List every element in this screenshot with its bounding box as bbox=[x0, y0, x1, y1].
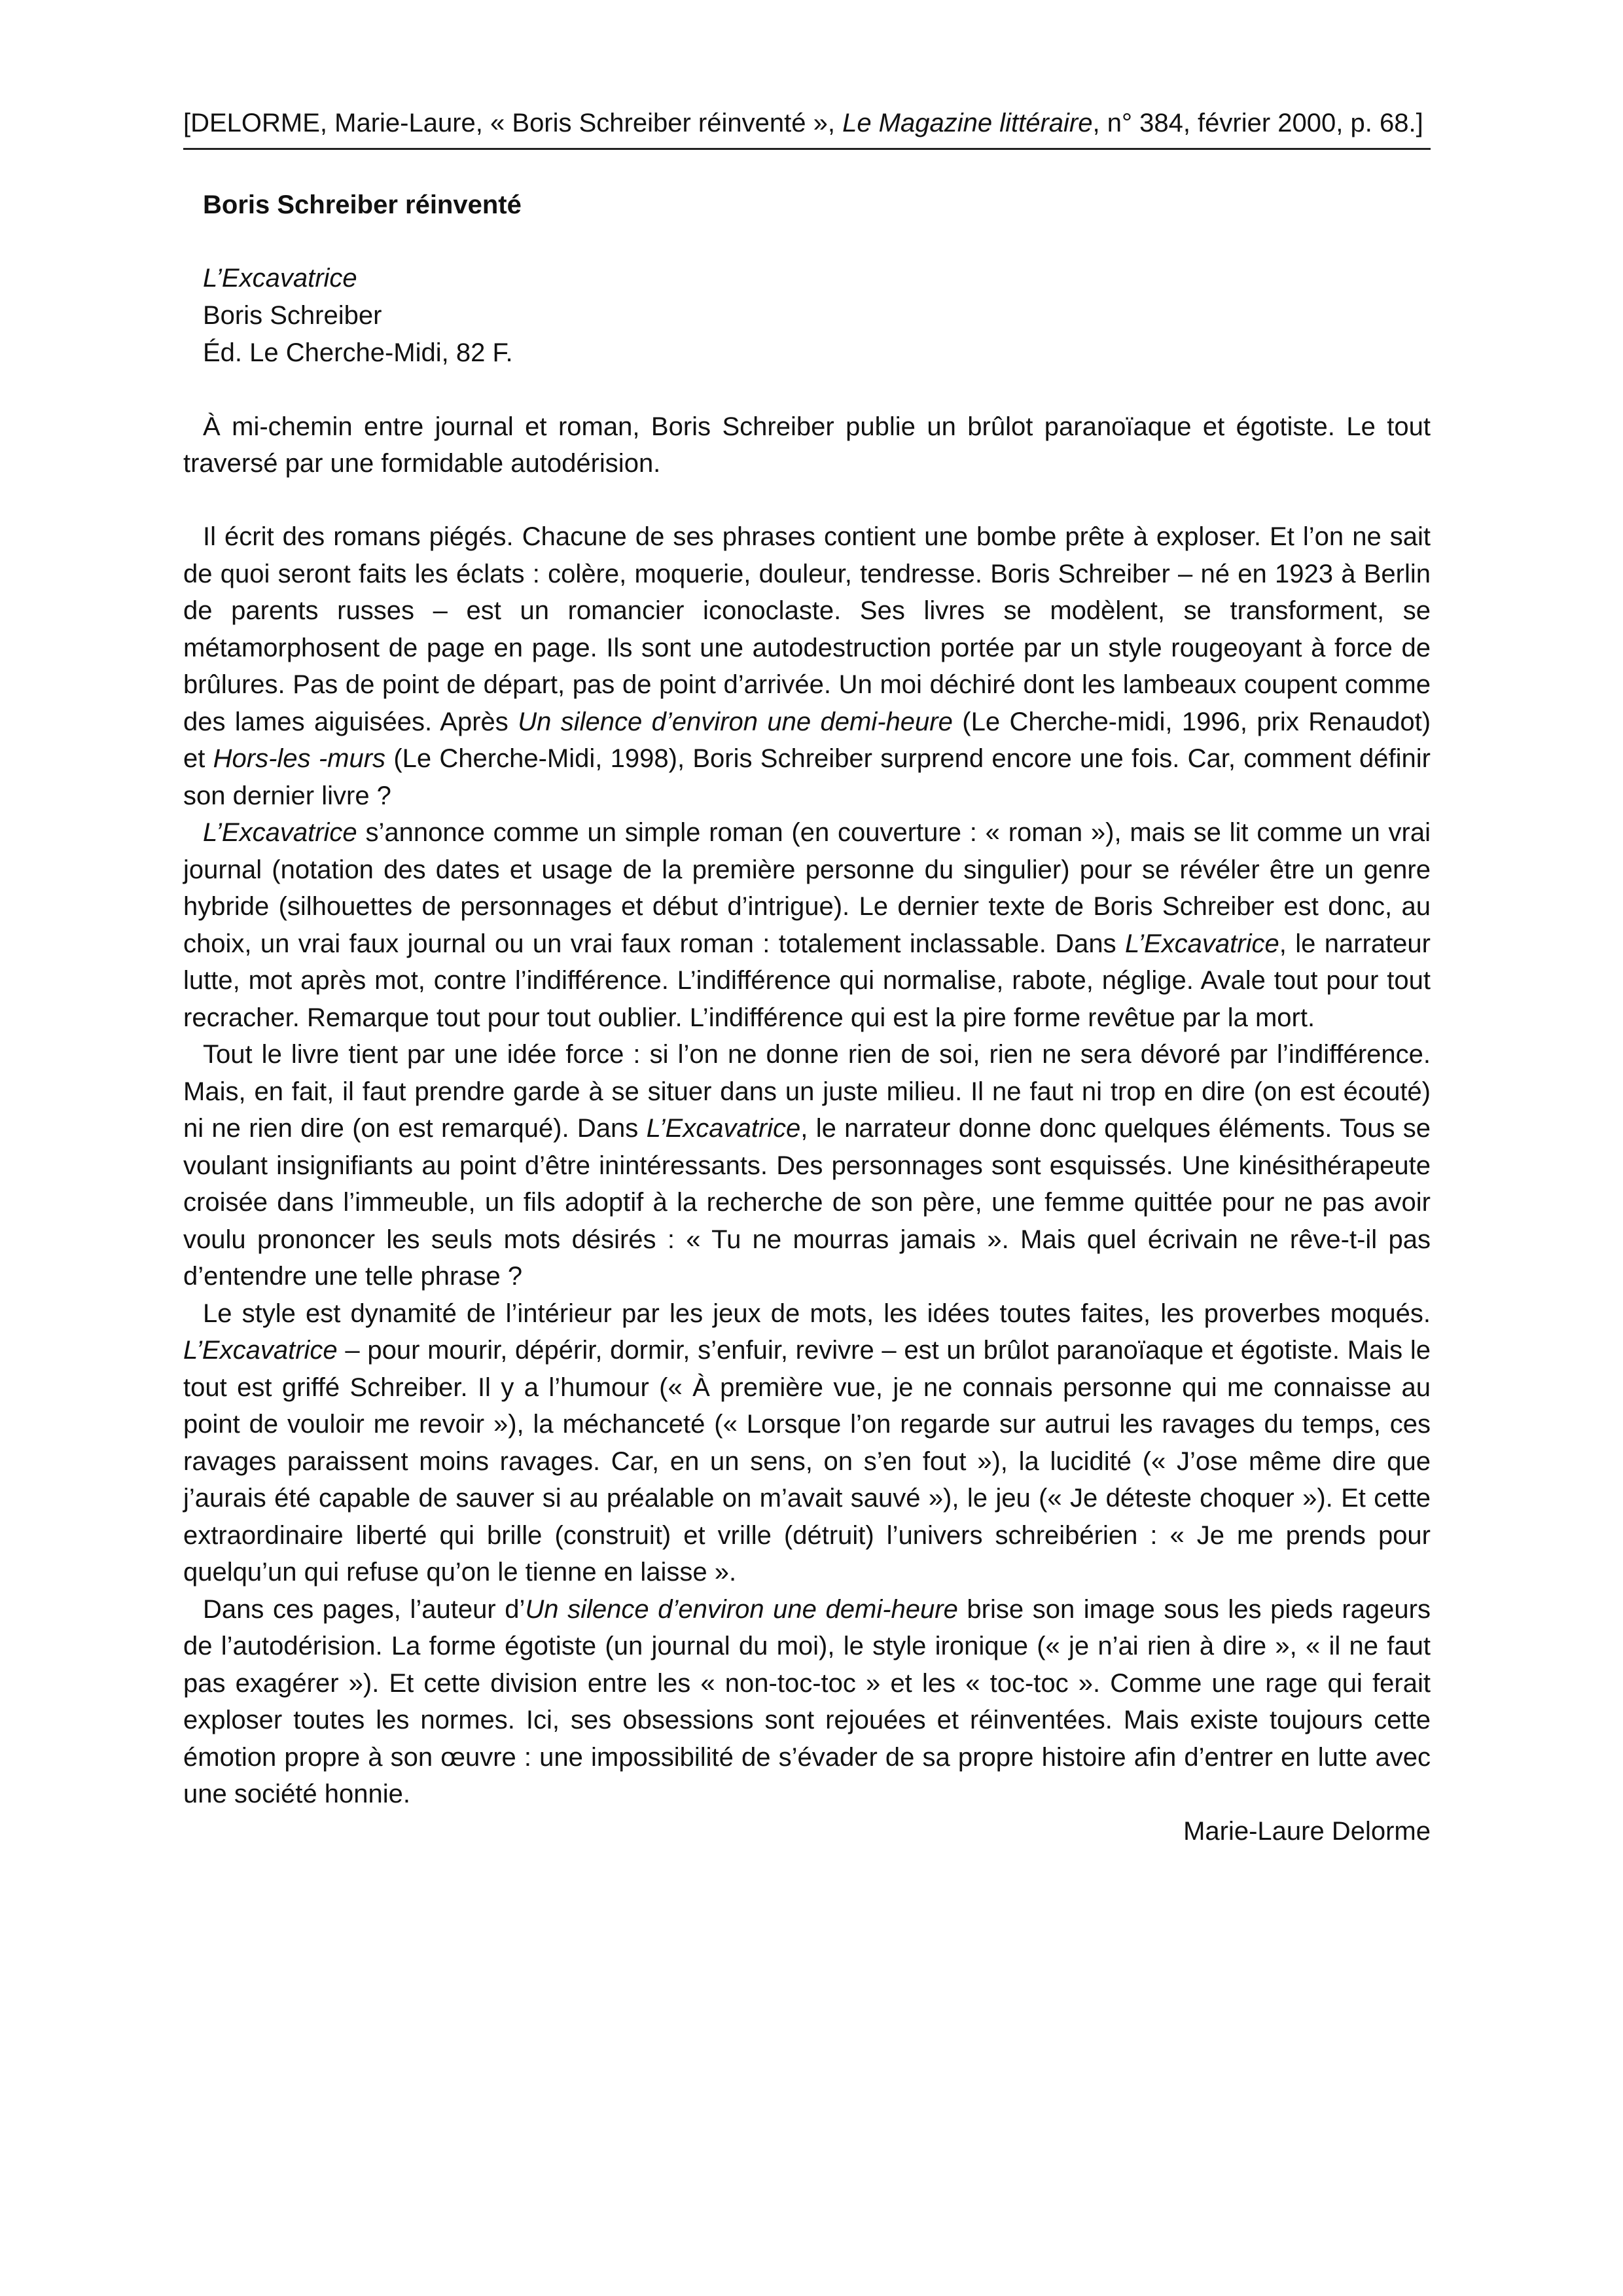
paragraph-4-book-title: L’Excavatrice bbox=[183, 1336, 338, 1365]
paragraph-3 bbox=[183, 1036, 1431, 1295]
book-publisher: Éd. Le Cherche-Midi, 82 F. bbox=[203, 338, 513, 367]
article bbox=[183, 187, 1431, 1850]
citation-issue-details: , n° 384, février 2000, p. 68.] bbox=[1092, 109, 1423, 137]
paragraph-1-text-a: Il écrit des romans piégés. Chacune de ses phrases contient une bombe prête à exploser. Et l’on ne sait de quoi seront faits les éclats : colère, moquerie, douleur, tendresse. Boris Schreiber – né en 1923 à Berlin de parents russes – est un romancier iconoclaste. Ses livres se modèlent, se transforment, se métamorphosent de page en page. Ils sont une autodestruction portée par un style rougeoyant à force de brûlures. Pas de point de départ, pas de point d’arrivée. Un moi déchiré dont les lambeaux coupent comme des lames aiguisées. Après bbox=[183, 522, 1431, 736]
paragraph-4-text-c: – pour mourir, dépérir, dormir, s’enfuir, revivre – est un brûlot paranoïaque et égotiste. Mais le tout est griffé Schreiber. Il y a l’humour (« À première vue, je ne connais personne qui me connaisse au point de vouloir me revoir »), la méchanceté (« Lorsque l’on regarde sur autrui les ravages du temps, ces ravages paraissent moins ravages. Car, en un sens, on s’en fout »), la lucidité (« J’ose même dire que j’aurais été capable de sauver si au préalable on m’avait sauvé »), le jeu (« Je déteste choquer »). Et cette extraordinaire liberté qui brille (construit) et vrille (détruit) l’univers schreibérien : « Je me prends pour quelqu’un qui refuse qu’on le tienne en laisse ». bbox=[183, 1336, 1431, 1587]
paragraph-3-text-a: Tout le livre tient par une idée force : si l’on ne donne rien de soi, rien ne sera dévoré par l’indifférence. Mais, en fait, il faut prendre garde à se situer dans un juste milieu. Il ne faut ni trop en dire (on est écouté) ni ne rien dire (on est remarqué). Dans bbox=[183, 1040, 1431, 1143]
paragraph-2-book-title-b: L’Excavatrice bbox=[1125, 929, 1279, 958]
paragraph-5-text-c: brise son image sous les pieds rageurs de l’autodérision. La forme égotiste (un journal du moi), le style ironique (« je n’ai rien à dire », « il ne faut pas exagérer »). Et cette division entre les « non-toc-toc » et les « toc-toc ». Comme une rage qui ferait exploser toutes les normes. Ici, ses obsessions sont rejouées et réinventées. Mais existe toujours cette émotion propre à son œuvre : une impossibilité de s’évader de sa propre histoire afin d’entrer en lutte avec une société honnie. bbox=[183, 1594, 1431, 1808]
paragraph-4 bbox=[183, 1295, 1431, 1591]
article-lead: À mi-chemin entre journal et roman, Boris Schreiber publie un brûlot paranoïaque et égotiste. Le tout traversé par une formidable autodérision. bbox=[183, 412, 1431, 478]
article-body bbox=[183, 518, 1431, 1813]
author-signature: Marie-Laure Delorme bbox=[1183, 1816, 1431, 1846]
paragraph-5 bbox=[183, 1591, 1431, 1813]
citation-magazine-title: Le Magazine littéraire bbox=[842, 109, 1093, 137]
paragraph-1 bbox=[183, 518, 1431, 814]
paragraph-1-book-title-a: Un silence d’environ une demi-heure bbox=[518, 707, 953, 736]
citation-text: [DELORME, Marie-Laure, « Boris Schreiber réinventé », bbox=[183, 109, 843, 137]
book-reference bbox=[183, 260, 1431, 372]
article-title: Boris Schreiber réinventé bbox=[203, 190, 522, 219]
paragraph-1-text-c: (Le Cherche-midi, 1996, prix Renaudot) et bbox=[183, 707, 1431, 773]
paragraph-1-text-e: (Le Cherche-Midi, 1998), Boris Schreiber surprend encore une fois. Car, comment définir son dernier livre ? bbox=[183, 744, 1431, 810]
paragraph-2 bbox=[183, 814, 1431, 1036]
book-title: L’Excavatrice bbox=[203, 264, 357, 293]
paragraph-1-book-title-b: Hors-les -murs bbox=[213, 744, 386, 773]
paragraph-2-book-title-a: L’Excavatrice bbox=[203, 818, 357, 847]
book-author: Boris Schreiber bbox=[203, 301, 382, 330]
paragraph-2-text-d: , le narrateur lutte, mot après mot, contre l’indifférence. L’indifférence qui normalise, rabote, néglige. Avale tout pour tout recracher. Remarque tout pour tout oublier. L’indifférence qui est la pire forme revêtue par la mort. bbox=[183, 929, 1431, 1032]
bibliographic-citation bbox=[183, 105, 1431, 150]
document-page bbox=[183, 105, 1431, 1850]
paragraph-5-book-title: Un silence d’environ une demi-heure bbox=[525, 1594, 958, 1624]
paragraph-2-text-b: s’annonce comme un simple roman (en couverture : « roman »), mais se lit comme un vrai journal (notation des dates et usage de la première personne du singulier) pour se révéler être un genre hybride (silhouettes de personnages et début d’intrigue). Le dernier texte de Boris Schreiber est donc, au choix, un vrai faux journal ou un vrai faux roman : totalement inclassable. Dans bbox=[183, 818, 1431, 958]
paragraph-5-text-a: Dans ces pages, l’auteur d’ bbox=[203, 1594, 526, 1624]
paragraph-3-book-title: L’Excavatrice bbox=[646, 1114, 801, 1143]
paragraph-3-text-c: , le narrateur donne donc quelques éléments. Tous se voulant insignifiants au point d’être inintéressants. Des personnages sont esquissés. Une kinésithérapeute croisée dans l’immeuble, un fils adoptif à la recherche de son père, une femme quittée pour ne pas avoir voulu prononcer les seuls mots désirés : « Tu ne mourras jamais ». Mais quel écrivain ne rêve-t-il pas d’entendre une telle phrase ? bbox=[183, 1114, 1431, 1291]
paragraph-4-text-a: Le style est dynamité de l’intérieur par les jeux de mots, les idées toutes faites, les proverbes moqués. bbox=[203, 1299, 1431, 1328]
